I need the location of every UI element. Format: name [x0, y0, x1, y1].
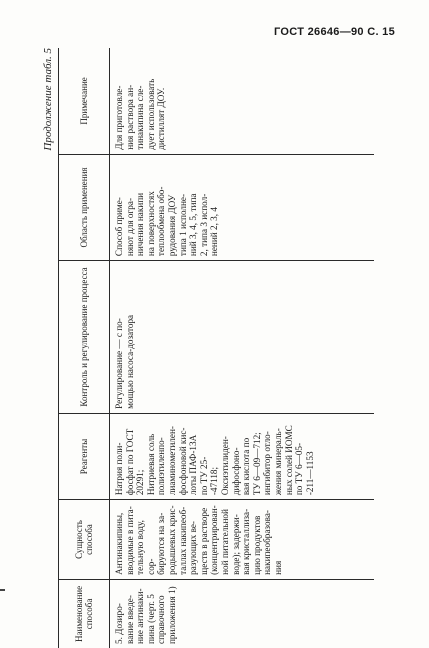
cell-application-area	[110, 154, 375, 260]
table-continuation-label: Продолжение табл. 5	[42, 48, 54, 151]
scan-mark	[0, 589, 5, 591]
cell-note	[110, 48, 375, 154]
cell-method-name	[110, 579, 375, 648]
header-note: Примечание	[59, 48, 110, 154]
cell-method-essence-text: Антинакипины, вводимые в пита- тельную воду, сор- бируются на за- родышевых крис- таллах накипеоб- разующих ве- ществ в растворе (концентрирован- ной питательной воде); задержи- вая кристаллиза- цию продуктов накипеобразова- ния	[114, 505, 283, 575]
cell-reagents-text: Натрия поли- фосфат по ГОСТ 20291; Нитриевая соль полиэтиленпо- лиаминометилен- фосфоновой кис- лоты ПАФ-13А по ТУ 25- -47118; Оксиэтилиден- дифосфоно- вая кислота по ТУ 6—09—712; ингибитор отло- жения минераль- ных солей ИОМС по ТУ 6—05- -211—1153	[114, 425, 315, 496]
header-reagents: Реагенты	[59, 413, 110, 499]
page-header: ГОСТ 26646—90 С. 15	[274, 26, 395, 38]
header-process-control: Контроль и регулирование процесса	[59, 261, 110, 414]
cell-application-area-text: Способ приме- няют для огра- ничения накипи на поверхностях теплообмена обо- рудования ДОУ типа 1 исполне- ний 3, 4, 5, типа 2, типа 3 испол- нений 2, 3, 4	[114, 186, 220, 257]
header-method-name: Наименование способа	[59, 579, 110, 648]
cell-method-essence	[110, 500, 375, 580]
cell-reagents	[110, 413, 375, 499]
cell-note-text: Для приготовле- ния раствора ан- тинакипина сле- дует использовать дистиллят ДОУ.	[114, 78, 167, 150]
table-row	[110, 48, 375, 648]
cell-method-name-text: 5. Дозиро- вание введе- ние антинаки- пина (черт. 5 справочного приложения 1)	[114, 586, 177, 644]
cell-process-control	[110, 261, 375, 414]
table-5	[58, 48, 374, 648]
cell-process-control-text: Регулирование — с по- мощью насоса-дозатора	[114, 314, 135, 409]
header-application-area: Область применения	[59, 154, 110, 260]
rotated-table-stage	[38, 48, 390, 648]
table-header-row	[59, 48, 110, 648]
header-method-essence: Сущность способа	[59, 500, 110, 580]
